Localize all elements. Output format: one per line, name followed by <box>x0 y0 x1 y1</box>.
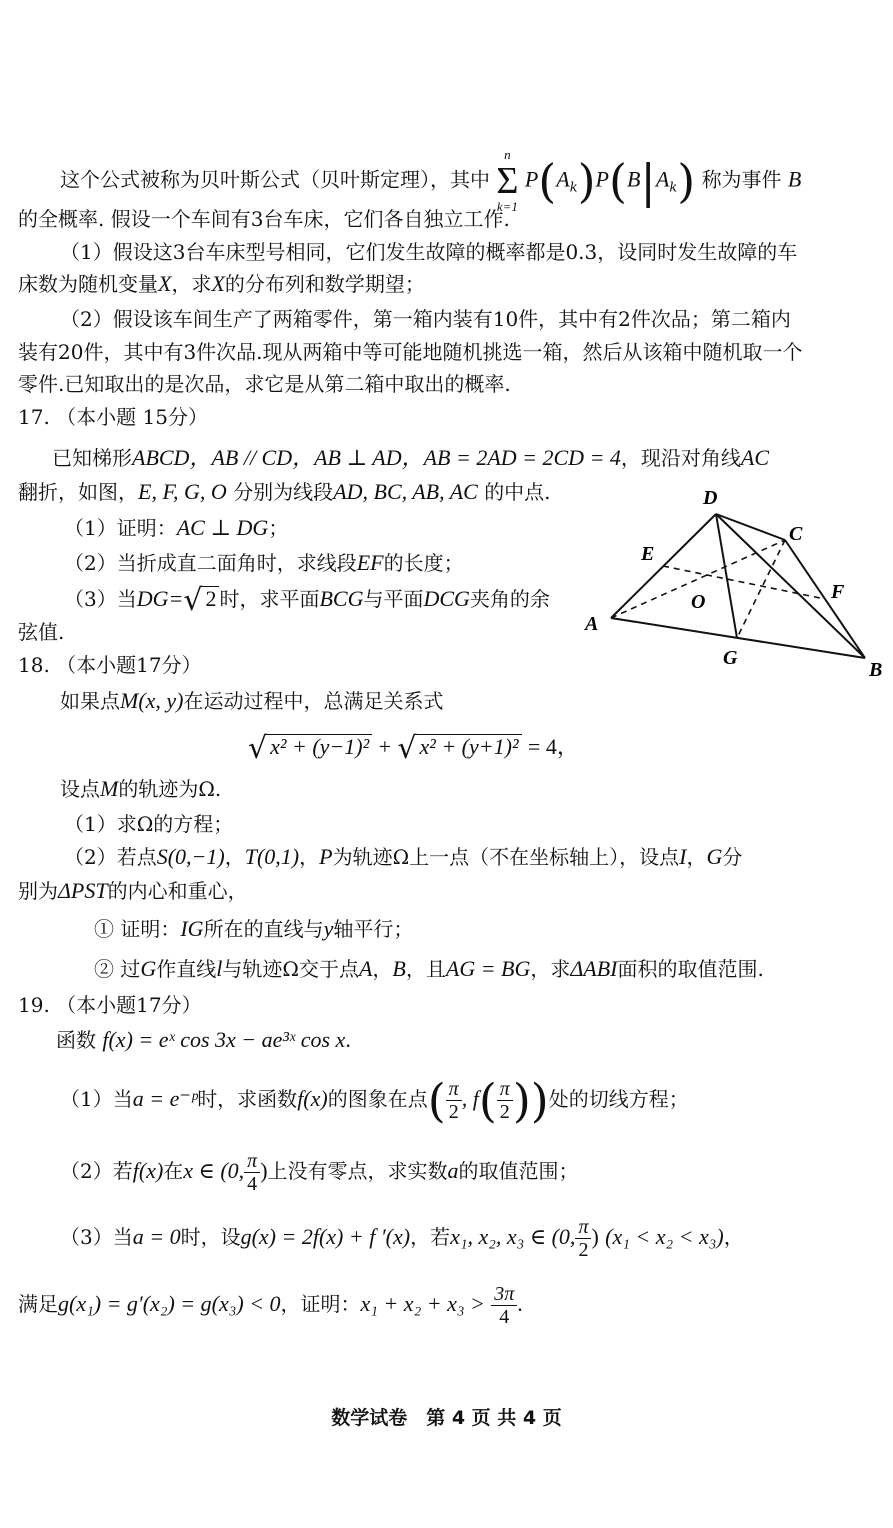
q17-part2 <box>64 548 464 578</box>
frac-den: 2 <box>499 1101 510 1123</box>
text: （3）当 <box>64 587 137 611</box>
q17-line2 <box>18 477 551 507</box>
q16-p1-line2 <box>18 269 425 299</box>
math: E, F, G, O <box>138 479 227 504</box>
math: f(x) <box>297 1086 328 1111</box>
math: T(0,1) <box>244 844 300 869</box>
text: 处的切线方程； <box>548 1087 689 1111</box>
text: 的中点. <box>484 480 551 504</box>
var-x: X <box>211 271 225 296</box>
frac-den: 4 <box>247 1173 258 1195</box>
text: ，且 <box>405 957 446 981</box>
q19-part3-line2 <box>18 1283 523 1328</box>
math: g(x) = 2f(x) + f ′(x) <box>240 1224 411 1249</box>
math: I <box>679 844 687 869</box>
tetrahedron-figure <box>575 478 893 693</box>
text: 与轨迹Ω交于点 <box>222 957 359 981</box>
q19-part1: （1）当a = e⁻ᵖ时，求函数f(x)的图象在点( $\frac{\pi}{2}$ , f( $\frac{\pi}{2}$ ))处的切线方程； <box>60 1073 689 1128</box>
math: AG = BG <box>445 956 531 981</box>
q19-header: 19. （本小题17分） <box>18 993 202 1017</box>
math: x₁, x₂, x₃ ∈ (0, <box>450 1224 576 1249</box>
intro-line-2: 的全概率. 假设一个车间有3台车床，它们各自独立工作. <box>18 207 510 231</box>
math: 2 <box>202 586 219 611</box>
text: 的轨迹为Ω. <box>118 777 222 801</box>
sum-symbol: n Σ k=1 <box>496 147 519 214</box>
math: x² + (y−1)² <box>267 734 372 759</box>
text: 时，求平面 <box>219 587 320 611</box>
math: S(0,−1) <box>156 844 225 869</box>
text: ， <box>723 1225 744 1249</box>
event-b: B <box>787 166 802 192</box>
sum-top: n <box>504 147 511 162</box>
text: ，求 <box>530 957 571 981</box>
q18-sub2: ② 过G作直线l与轨迹Ω交于点A，B，且AG = BG，求ΔABI面积的取值范围. <box>94 956 764 981</box>
label-a: A <box>585 613 599 635</box>
math: DG= <box>136 586 184 611</box>
label-c: C <box>789 523 803 545</box>
q18-line2 <box>60 774 221 804</box>
label-b: B <box>869 659 883 681</box>
math: ) <box>591 1224 599 1249</box>
q18-equation: √ x² + (y−1)² + √ x² + (y+1)² = 4， <box>248 731 579 766</box>
text: 已知梯形 <box>52 446 132 470</box>
text: ① 证明： <box>94 917 181 941</box>
text: 面积的取值范围. <box>617 957 764 981</box>
math: x₁ + x₂ + x₃ > <box>360 1291 485 1316</box>
q18-part1: （1）求Ω的方程； <box>64 812 234 836</box>
q16-p2-line2: 装有20件，其中有3件次品.现从两箱中等可能地随机挑选一箱，然后从该箱中随机取一个 <box>18 340 803 364</box>
q17-line1 <box>52 443 769 473</box>
segment-ef <box>663 566 825 599</box>
math: g(x₁) = g′(x₂) = g(x₃) < 0 <box>58 1291 281 1316</box>
math: a = 0 <box>132 1224 181 1249</box>
text: ，现沿对角线 <box>620 446 741 470</box>
edge-cg <box>737 540 785 638</box>
text: 设点 <box>60 777 100 801</box>
math: B <box>392 956 406 981</box>
math: EF <box>356 550 384 575</box>
text: （2）当折成直二面角时，求线段 <box>64 551 357 575</box>
q18-part2-line2 <box>18 876 248 906</box>
math: x ∈ (0, <box>183 1158 245 1183</box>
math: ，AB // CD，AB ⊥ AD，AB = 2AD = 2CD = 4 <box>189 445 621 470</box>
text: 别为 <box>18 879 58 903</box>
q17-part3-line2: 弦值. <box>18 620 65 644</box>
q16-p2-line3: 零件.已知取出的是次品，求它是从第二箱中取出的概率. <box>18 372 511 396</box>
label-d: D <box>703 487 718 509</box>
text: 为轨迹Ω上一点（不在坐标轴上），设点 <box>332 845 680 869</box>
var-x: X <box>158 271 172 296</box>
text: 上没有零点，求实数 <box>267 1159 448 1183</box>
text: ， <box>299 845 320 869</box>
text: 所在的直线与 <box>203 917 324 941</box>
math: P <box>319 844 333 869</box>
frac-num: π <box>244 1150 260 1173</box>
q18-line1 <box>60 686 444 716</box>
math: M <box>100 776 119 801</box>
math: G <box>140 956 157 981</box>
math: ABCD <box>132 445 190 470</box>
text: 满足 <box>18 1292 58 1316</box>
text: （3）当 <box>60 1225 133 1249</box>
q19-function <box>56 1025 351 1055</box>
q19-part2 <box>60 1150 579 1195</box>
text: 床数为随机变量 <box>18 272 158 296</box>
frac-den: 4 <box>499 1306 510 1328</box>
text: 这个公式被称为贝叶斯公式（贝叶斯定理），其中 <box>60 167 490 192</box>
math: M(x, y) <box>120 688 184 713</box>
math: y <box>323 916 334 941</box>
q16-p2-line1: （2）假设该车间生产了两箱零件，第一箱内装有10件，其中有2件次品；第二箱内 <box>60 307 791 331</box>
label-e: E <box>641 543 655 565</box>
frac-num: π <box>497 1078 513 1101</box>
label-o: O <box>691 591 706 613</box>
q17-part3 <box>64 584 550 616</box>
math: ) <box>260 1158 268 1183</box>
math: BCG <box>319 586 364 611</box>
text: 轴平行； <box>333 917 414 941</box>
math: DCG <box>423 586 470 611</box>
frac-num: π <box>575 1216 591 1239</box>
text: ，求 <box>171 272 212 296</box>
text: 如果点 <box>60 689 120 713</box>
q18-header: 18. （本小题17分） <box>18 653 202 677</box>
text: 在 <box>163 1159 184 1183</box>
text: 在运动过程中，总满足关系式 <box>183 689 444 713</box>
text: ； <box>268 516 289 540</box>
text: ，若 <box>410 1225 451 1249</box>
text: 时，设 <box>180 1225 241 1249</box>
math: . <box>345 1027 351 1052</box>
q18-part2: （2）若点S(0,−1)，T(0,1)，P为轨迹Ω上一点（不在坐标轴上），设点I，G分 <box>64 844 743 869</box>
text: 分 <box>722 845 743 869</box>
sqrt-sign: √ <box>183 583 203 618</box>
text: 夹角的余 <box>469 587 550 611</box>
text: 称为事件 <box>701 167 782 192</box>
math: f(x) <box>132 1158 164 1183</box>
math: G <box>706 844 723 869</box>
text: 时，求函数 <box>197 1087 298 1111</box>
edge-ab <box>611 618 865 658</box>
edge-dc <box>716 514 785 540</box>
text: 翻折，如图， <box>18 480 138 504</box>
intro-line-1: 这个公式被称为贝叶斯公式（贝叶斯定理），其中 n Σ k=1 $P(A_k)P(B|A_k)$ 称为事件 B <box>60 147 802 214</box>
math: AC ⊥ DG <box>176 515 269 540</box>
frac-den: 2 <box>578 1239 589 1261</box>
text: （1）当 <box>60 1087 133 1111</box>
sum-bottom: k=1 <box>496 199 518 214</box>
math: a <box>447 1158 459 1183</box>
math: + <box>378 734 391 759</box>
text: 的图象在点 <box>327 1087 428 1111</box>
text: （2）若点 <box>64 845 157 869</box>
label-g: G <box>723 647 738 669</box>
page-footer: 数学试卷 第 4 页 共 4 页 <box>331 1407 562 1429</box>
math: IG <box>180 916 204 941</box>
label-f: F <box>831 581 845 603</box>
frac-num: π <box>446 1078 462 1101</box>
text: 的长度； <box>383 551 464 575</box>
q19-part3 <box>60 1216 744 1261</box>
q17-header: 17. （本小题 15分） <box>18 405 208 429</box>
q16-p1-line1: （1）假设这3台车床型号相同，它们发生故障的概率都是0.3，设同时发生故障的车 <box>60 240 798 264</box>
frac-num: 3π <box>491 1283 517 1306</box>
math: AD, BC, AB, AC <box>333 479 478 504</box>
text: ，证明： <box>280 1292 361 1316</box>
text: 的分布列和数学期望； <box>224 272 425 296</box>
math: ΔPST <box>58 878 108 903</box>
q18-sub1 <box>94 914 413 944</box>
math: A <box>358 956 373 981</box>
math: AC <box>740 445 770 470</box>
text: 函数 <box>56 1028 96 1052</box>
math: f(x) = eˣ cos 3x − ae³ˣ cos x <box>102 1027 346 1052</box>
math: = 4， <box>527 734 579 759</box>
math: x² + (y+1)² <box>416 734 521 759</box>
text: 的取值范围； <box>458 1159 579 1183</box>
text: 作直线 <box>156 957 217 981</box>
text: 分别为线段 <box>233 480 334 504</box>
text: ② 过 <box>94 957 141 981</box>
math: . <box>517 1291 523 1316</box>
q17-part1 <box>64 513 288 543</box>
math: ΔABI <box>570 956 618 981</box>
text: 与平面 <box>363 587 424 611</box>
text: （1）证明： <box>64 516 177 540</box>
text: （2）若 <box>60 1159 133 1183</box>
math: l <box>216 956 223 981</box>
frac-den: 2 <box>448 1101 459 1123</box>
math: a = e⁻ᵖ <box>132 1086 198 1111</box>
math: (x₁ < x₂ < x₃) <box>605 1224 724 1249</box>
text: 的内心和重心， <box>107 879 248 903</box>
